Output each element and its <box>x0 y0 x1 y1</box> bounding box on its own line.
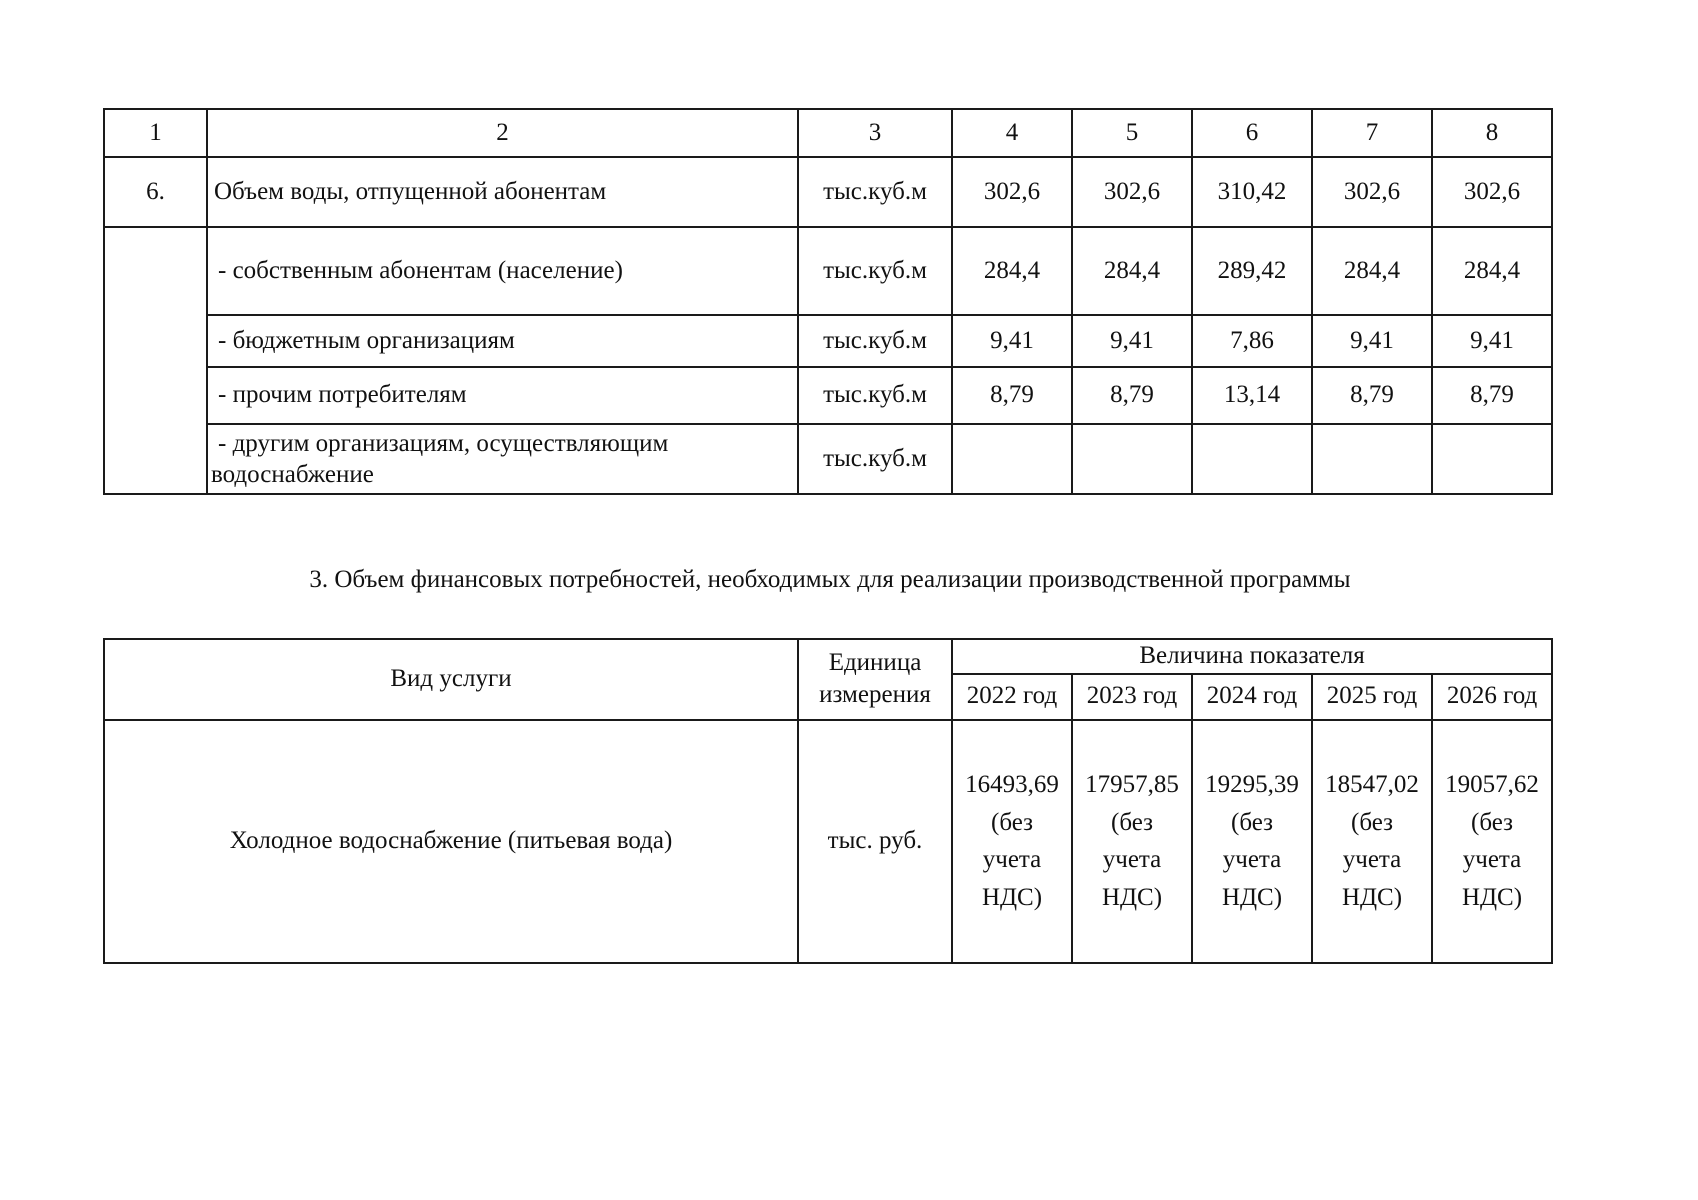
unit-header-line: Единица <box>828 648 922 676</box>
vat-note-line: учета <box>982 846 1042 873</box>
table-row <box>104 720 1552 963</box>
amount: 16493,69 <box>965 771 1059 798</box>
indicator-value-header: Величина показателя <box>952 639 1552 674</box>
amount: 18547,02 <box>1325 771 1419 798</box>
row-value: 289,42 <box>1192 227 1312 315</box>
amount: 19295,39 <box>1205 771 1299 798</box>
vat-note-line: НДС) <box>981 883 1043 911</box>
table-row <box>104 424 1552 494</box>
row-label <box>207 424 798 494</box>
amount: 19057,62 <box>1445 771 1539 798</box>
row-number: 6. <box>104 157 207 227</box>
header-row <box>104 639 1552 674</box>
row-unit: тыс.куб.м <box>798 367 952 424</box>
row-value: 284,4 <box>952 227 1072 315</box>
year-value-cell <box>952 720 1072 963</box>
vat-note-line: (без <box>991 808 1033 836</box>
row-value: 302,6 <box>952 157 1072 227</box>
row-value: 302,6 <box>1432 157 1552 227</box>
vat-note-line: (без <box>1231 808 1273 836</box>
row-label: - прочим потребителям <box>207 367 798 424</box>
year-value-cell <box>1432 720 1552 963</box>
col-number-1: 1 <box>104 109 207 157</box>
vat-note-line: (без <box>1111 808 1153 836</box>
col-number-4: 4 <box>952 109 1072 157</box>
row-value: 284,4 <box>1072 227 1192 315</box>
vat-note-line: учета <box>1222 846 1282 873</box>
row-value: 310,42 <box>1192 157 1312 227</box>
row-value: 8,79 <box>1312 367 1432 424</box>
water-volume-table <box>103 108 1553 495</box>
row-label: - бюджетным организациям <box>207 315 798 367</box>
empty-number-cell <box>104 227 207 494</box>
col-number-2: 2 <box>207 109 798 157</box>
year-header: 2024 год <box>1192 674 1312 720</box>
financial-needs-table <box>103 638 1553 964</box>
row-value: 284,4 <box>1312 227 1432 315</box>
row-value <box>952 424 1072 494</box>
vat-note-line: НДС) <box>1461 883 1523 911</box>
unit-header <box>798 639 952 720</box>
vat-note-line: (без <box>1351 808 1393 836</box>
service-name: Холодное водоснабжение (питьевая вода) <box>104 720 798 963</box>
row-label: Объем воды, отпущенной абонентам <box>207 157 798 227</box>
row-value: 302,6 <box>1312 157 1432 227</box>
unit-header-line: измерения <box>819 681 931 709</box>
year-header: 2023 год <box>1072 674 1192 720</box>
year-header: 2022 год <box>952 674 1072 720</box>
row-value: 7,86 <box>1192 315 1312 367</box>
vat-note-line: (без <box>1471 808 1514 836</box>
service-unit: тыс. руб. <box>798 720 952 963</box>
section-heading: 3. Объем финансовых потребностей, необходимых для реализации производственной программы <box>309 566 1351 593</box>
table-row <box>104 227 1552 315</box>
year-header: 2025 год <box>1312 674 1432 720</box>
vat-note-line: учета <box>1342 846 1402 873</box>
row-value <box>1312 424 1432 494</box>
amount: 17957,85 <box>1085 771 1179 798</box>
year-header: 2026 год <box>1432 674 1552 720</box>
row-label-line: - другим организациям, осуществляющим <box>218 429 669 457</box>
row-value: 9,41 <box>952 315 1072 367</box>
row-unit: тыс.куб.м <box>798 227 952 315</box>
row-value: 8,79 <box>952 367 1072 424</box>
service-type-header: Вид услуги <box>104 639 798 720</box>
year-value-cell <box>1312 720 1432 963</box>
row-value: 9,41 <box>1432 315 1552 367</box>
vat-note-line: НДС) <box>1101 883 1163 911</box>
col-number-6: 6 <box>1192 109 1312 157</box>
vat-note-line: учета <box>1462 846 1522 873</box>
col-number-7: 7 <box>1312 109 1432 157</box>
year-value-cell <box>1072 720 1192 963</box>
column-number-row <box>104 109 1552 157</box>
col-number-3: 3 <box>798 109 952 157</box>
table-row <box>104 315 1552 367</box>
row-value: 9,41 <box>1312 315 1432 367</box>
row-value: 302,6 <box>1072 157 1192 227</box>
col-number-8: 8 <box>1432 109 1552 157</box>
row-value: 13,14 <box>1192 367 1312 424</box>
row-label-line: водоснабжение <box>211 461 374 488</box>
row-value <box>1192 424 1312 494</box>
vat-note-line: НДС) <box>1341 883 1403 911</box>
table-row <box>104 367 1552 424</box>
row-value <box>1432 424 1552 494</box>
row-value: 8,79 <box>1432 367 1552 424</box>
year-value-cell <box>1192 720 1312 963</box>
table-row <box>104 157 1552 227</box>
row-unit: тыс.куб.м <box>798 424 952 494</box>
row-label: - собственным абонентам (население) <box>207 227 798 315</box>
row-value: 284,4 <box>1432 227 1552 315</box>
vat-note-line: НДС) <box>1221 883 1283 911</box>
row-value: 9,41 <box>1072 315 1192 367</box>
vat-note-line: учета <box>1102 846 1162 873</box>
row-value: 8,79 <box>1072 367 1192 424</box>
row-value <box>1072 424 1192 494</box>
row-unit: тыс.куб.м <box>798 157 952 227</box>
col-number-5: 5 <box>1072 109 1192 157</box>
row-unit: тыс.куб.м <box>798 315 952 367</box>
